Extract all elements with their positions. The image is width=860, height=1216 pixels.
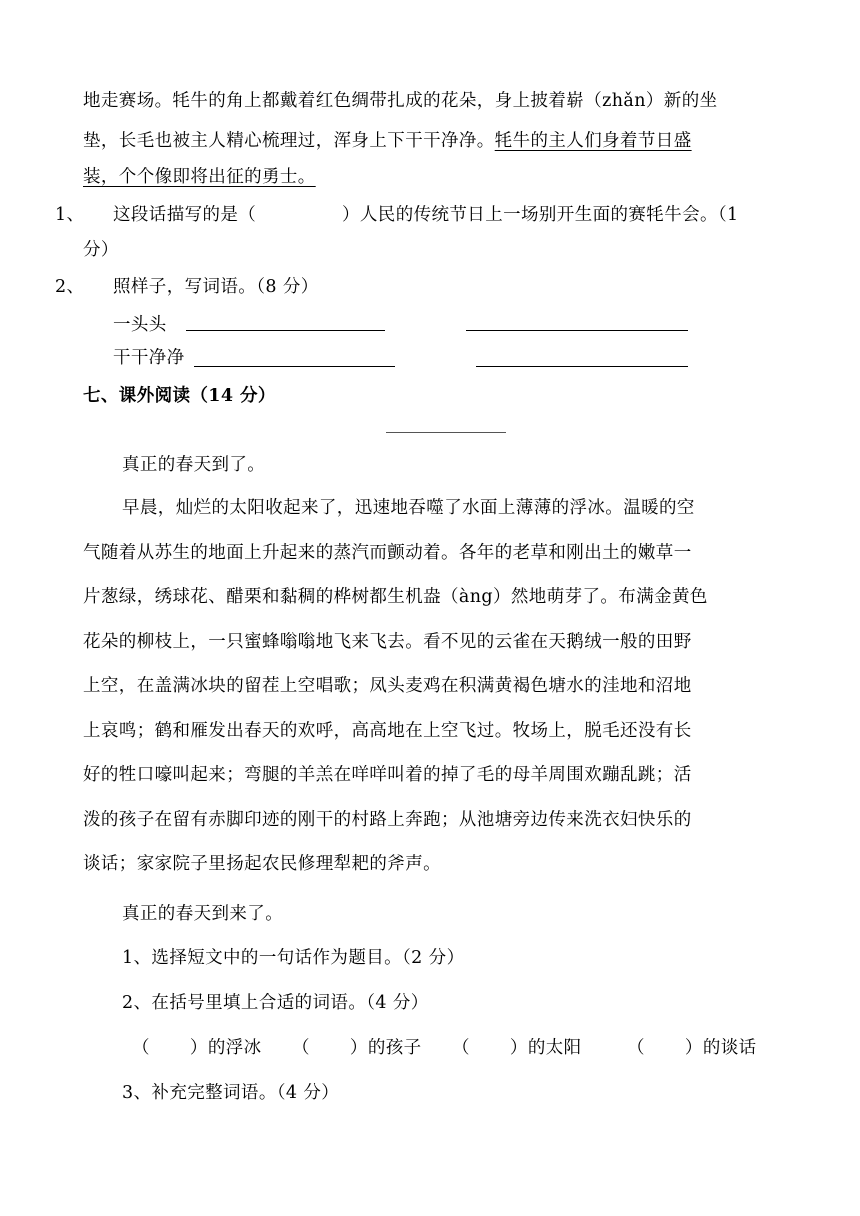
question2-number: 2、 <box>55 277 85 297</box>
passage2-line: 上哀鸣；鹤和雁发出春天的欢呼，高高地在上空飞过。牧场上，脱毛还没有长 <box>83 721 692 741</box>
example-word-2: 干干净净 <box>113 348 185 368</box>
passage2-line: 上空，在盖满冰块的留茬上空唱歌；凤头麦鸡在积满黄褐色塘水的洼地和沼地 <box>83 676 692 696</box>
fill-item-3-text: 的太阳 <box>527 1038 582 1058</box>
passage1-line2-plain: 垫，长毛也被主人精心梳理过，浑身上下干干净净。 <box>83 131 495 151</box>
fill-item-4-text: 的谈话 <box>702 1038 757 1058</box>
question1-text-wrap: 分） <box>83 240 119 260</box>
title-blank[interactable] <box>386 432 506 433</box>
passage2-line: 花朵的柳枝上，一只蜜蜂嗡嗡地飞来飞去。看不见的云雀在天鹅绒一般的田野 <box>83 632 692 652</box>
example-word-1: 一头头 <box>113 315 167 335</box>
passage2-line: 泼的孩子在留有赤脚印迹的刚干的村路上奔跑；从池塘旁边传来洗衣妇快乐的 <box>83 810 692 830</box>
passage1-line2 <box>83 128 692 154</box>
fill-item-3: （ ）的太阳 <box>452 1038 582 1058</box>
passage2-line: 早晨，灿烂的太阳收起来了，迅速地吞噬了水面上薄薄的浮冰。温暖的空 <box>122 498 695 518</box>
reading-question-3: 3、补充完整词语。（4 分） <box>122 1083 340 1103</box>
answer-blank-2a[interactable] <box>194 366 395 367</box>
fill-item-2: （ ）的孩子 <box>292 1038 422 1058</box>
passage1-line1: 地走赛场。牦牛的角上都戴着红色绸带扎成的花朵，身上披着崭（zhǎn）新的坐 <box>83 91 718 111</box>
passage2-p3: 真正的春天到来了。 <box>122 904 284 924</box>
passage2-line: 片葱绿，绣球花、醋栗和黏稠的桦树都生机盎（àng）然地萌芽了。布满金黄色 <box>83 587 708 607</box>
passage2-line: 气随着从苏生的地面上升起来的蒸汽而颤动着。各年的老草和刚出土的嫩草一 <box>83 543 692 563</box>
fill-item-1: （ ）的浮冰 <box>132 1038 262 1058</box>
section7-heading: 七、课外阅读（14 分） <box>83 386 276 406</box>
fill-item-2-text: 的孩子 <box>367 1038 422 1058</box>
question2-text: 照样子，写词语。（8 分） <box>113 277 319 297</box>
question1-text-after: ）人民的传统节日上一场别开生面的赛牦牛会。（1 <box>342 205 739 225</box>
fill-item-1-text: 的浮冰 <box>207 1038 262 1058</box>
passage1-line3-underlined: 装，个个像即将出征的勇士。 <box>83 167 316 187</box>
question1-number: 1、 <box>55 205 85 225</box>
reading-question-2: 2、在括号里填上合适的词语。（4 分） <box>122 993 429 1013</box>
fill-item-4: （ ）的谈话 <box>627 1038 757 1058</box>
answer-blank-1a[interactable] <box>186 330 385 331</box>
passage1-line2-underlined: 牦牛的主人们身着节日盛 <box>494 131 692 151</box>
passage2-line: 谈话；家家院子里扬起农民修理犁耙的斧声。 <box>83 854 441 874</box>
answer-blank-2b[interactable] <box>476 366 688 367</box>
reading-question-1: 1、选择短文中的一句话作为题目。（2 分） <box>122 948 465 968</box>
passage2-p1: 真正的春天到了。 <box>122 455 266 475</box>
passage2-line: 好的牲口嚎叫起来；弯腿的羊羔在咩咩叫着的掉了毛的母羊周围欢蹦乱跳；活 <box>83 765 692 785</box>
answer-blank-1b[interactable] <box>466 330 688 331</box>
question1-text-before: 这段话描写的是（ <box>113 205 257 225</box>
